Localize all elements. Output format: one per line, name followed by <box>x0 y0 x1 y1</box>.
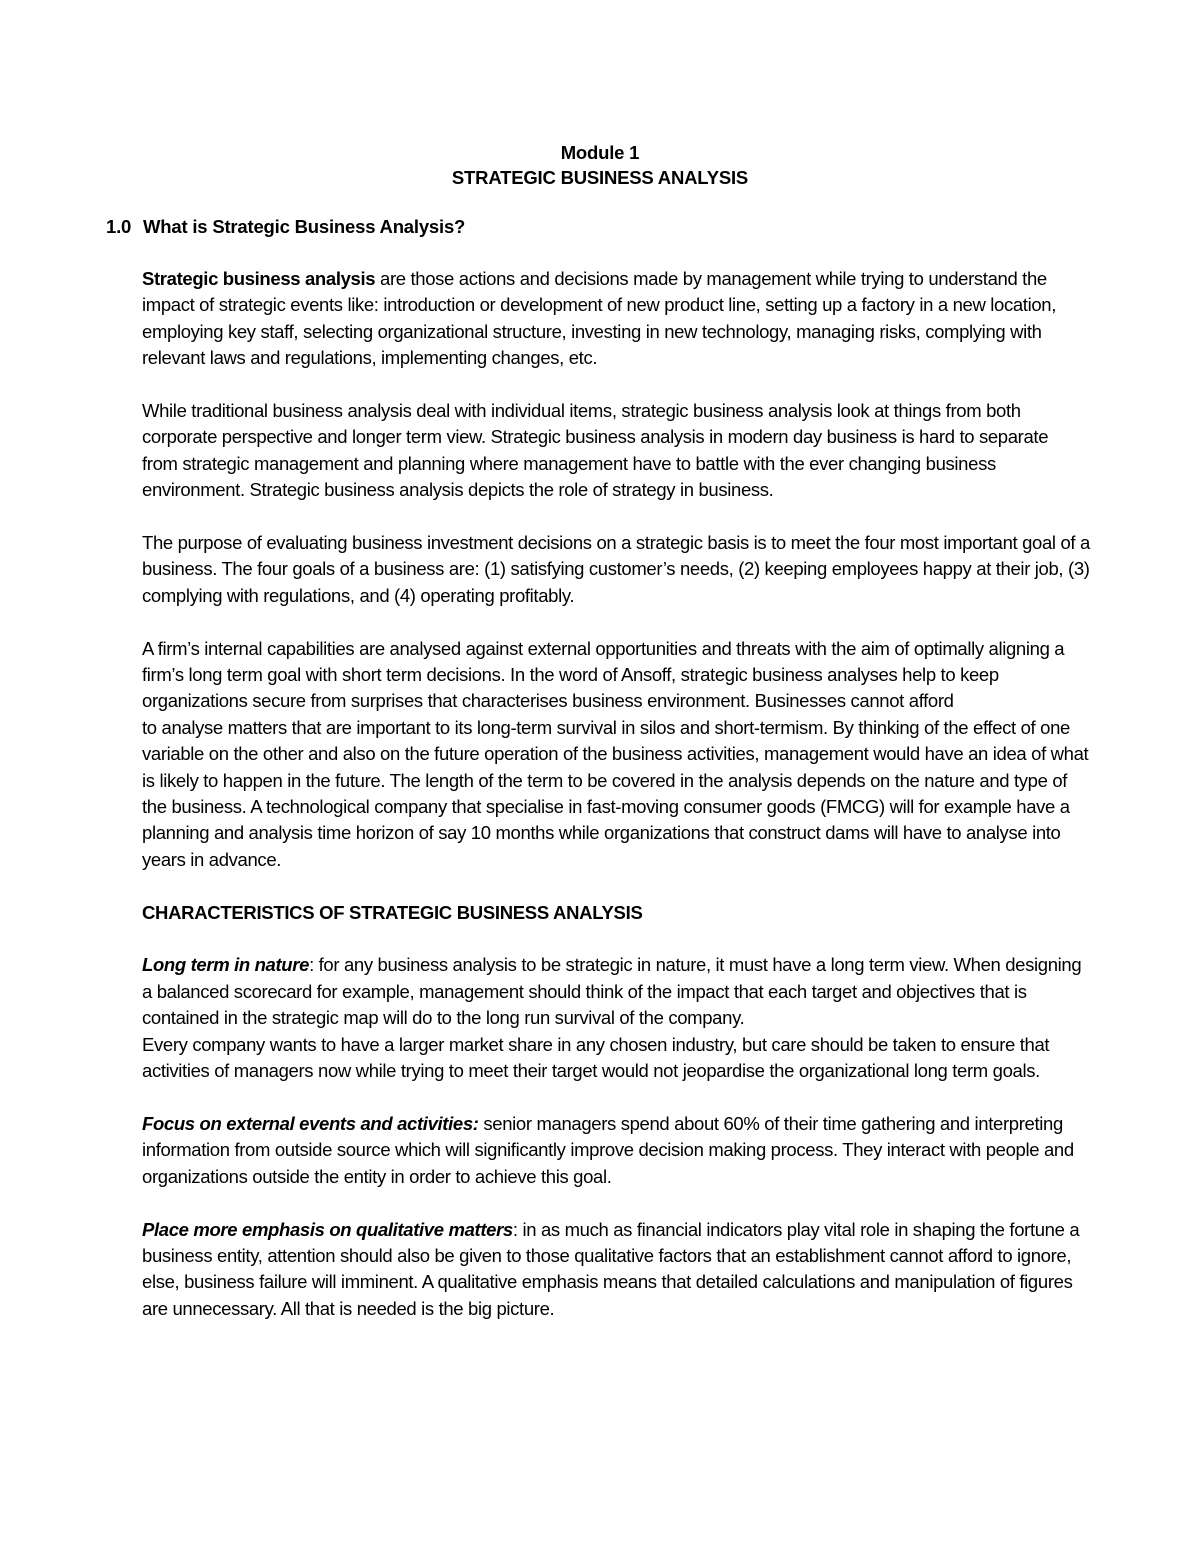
paragraph-line: else, business failure will imminent. A qualitative emphasis means that detailed calculations and manipulation of figures <box>142 1271 1073 1293</box>
characteristic-long-term <box>142 952 1102 1084</box>
paragraph-line: environment. Strategic business analysis depicts the role of strategy in business. <box>142 479 774 501</box>
document-title-block <box>0 140 1200 190</box>
characteristics-heading: CHARACTERISTICS OF STRATEGIC BUSINESS ANALYSIS <box>142 901 643 923</box>
paragraph-line: firm’s long term goal with short term decisions. In the word of Ansoff, strategic business analyses help to keep <box>142 664 999 686</box>
paragraph-line: corporate perspective and longer term view. Strategic business analysis in modern day business is hard to separate <box>142 426 1049 448</box>
characteristic-term: Long term in nature <box>142 954 310 976</box>
section-number: 1.0 <box>106 216 132 237</box>
paragraph-line: the business. A technological company that specialise in fast-moving consumer goods (FMCG) will for example have a <box>142 796 1070 818</box>
paragraph-line: are unnecessary. All that is needed is the big picture. <box>142 1297 555 1319</box>
paragraph-line <box>142 952 1102 978</box>
defined-term: Strategic business analysis <box>142 268 376 289</box>
paragraph-line: is likely to happen in the future. The length of the term to be covered in the analysis depends on the nature and type of <box>142 769 1068 791</box>
paragraph-line: to analyse matters that are important to its long-term survival in silos and short-termism. By thinking of the effect of one <box>142 716 1070 738</box>
paragraph-line: The purpose of evaluating business investment decisions on a strategic basis is to meet the four most important goal of a <box>142 532 1090 554</box>
paragraph-text: are those actions and decisions made by management while trying to understand the <box>375 268 1047 289</box>
paragraph-line: Every company wants to have a larger market share in any chosen industry, but care should be taken to ensure that <box>142 1033 1050 1055</box>
paragraph-line: organizations secure from surprises that characterises business environment. Businesses cannot afford <box>142 690 954 712</box>
paragraph-definition <box>142 266 1102 372</box>
paragraph-line: planning and analysis time horizon of say 10 months while organizations that construct dams will have to analyse into <box>142 822 1061 844</box>
paragraph-line: variable on the other and also on the future operation of the business activities, management would have an idea of what <box>142 743 1089 765</box>
paragraph-line: complying with regulations, and (4) operating profitably. <box>142 584 575 606</box>
paragraph-line: from strategic management and planning where management have to battle with the ever changing business <box>142 452 996 474</box>
paragraph-line: contained in the strategic map will do to the long run survival of the company. <box>142 1007 745 1029</box>
paragraph-line: business entity, attention should also be given to those qualitative factors that an establishment cannot afford to ignore, <box>142 1244 1072 1266</box>
section-heading <box>106 214 465 239</box>
paragraph-text: senior managers spend about 60% of their time gathering and interpreting <box>478 1112 1063 1134</box>
paragraph-internal-capabilities <box>142 636 1102 874</box>
paragraph-line: impact of strategic events like: introduction or development of new product line, setting up a factory in a new location, <box>142 294 1057 316</box>
paragraph-line: a balanced scorecard for example, management should think of the impact that each target and objectives that is <box>142 980 1027 1002</box>
paragraph-traditional-vs-strategic <box>142 398 1102 504</box>
paragraph-line: years in advance. <box>142 848 282 870</box>
section-title: What is Strategic Business Analysis? <box>143 216 466 237</box>
paragraph-line: activities of managers now while trying to meet their target would not jeopardise the organizational long term goals. <box>142 1060 1040 1082</box>
paragraph-line: organizations outside the entity in order to achieve this goal. <box>142 1165 612 1187</box>
paragraph-purpose <box>142 530 1102 609</box>
module-title: STRATEGIC BUSINESS ANALYSIS <box>451 167 749 188</box>
paragraph-text: : for any business analysis to be strategic in nature, it must have a long term view. When designing <box>309 954 1082 976</box>
characteristic-qualitative-emphasis <box>142 1217 1102 1323</box>
paragraph-text: : in as much as financial indicators play vital role in shaping the fortune a <box>512 1218 1080 1240</box>
paragraph-line: While traditional business analysis deal with individual items, strategic business analysis look at things from both <box>142 400 1021 422</box>
paragraph-line: employing key staff, selecting organizational structure, investing in new technology, managing risks, complying with <box>142 320 1042 342</box>
characteristic-term: Place more emphasis on qualitative matters <box>142 1218 513 1240</box>
paragraph-line: relevant laws and regulations, implementing changes, etc. <box>142 347 598 369</box>
paragraph-line: business. The four goals of a business are: (1) satisfying customer’s needs, (2) keeping employees happy at their job, (3) <box>142 558 1090 580</box>
paragraph-line: information from outside source which will significantly improve decision making process. They interact with people and <box>142 1139 1074 1161</box>
paragraph-line <box>142 1111 1102 1137</box>
document-body <box>142 266 1102 1349</box>
characteristic-term: Focus on external events and activities: <box>142 1112 479 1134</box>
paragraph-line <box>142 1217 1102 1243</box>
module-label: Module 1 <box>560 142 640 163</box>
paragraph-line: A firm’s internal capabilities are analysed against external opportunities and threats with the aim of optimally aligning a <box>142 637 1065 659</box>
paragraph-line <box>142 266 1102 292</box>
characteristic-external-focus <box>142 1111 1102 1190</box>
